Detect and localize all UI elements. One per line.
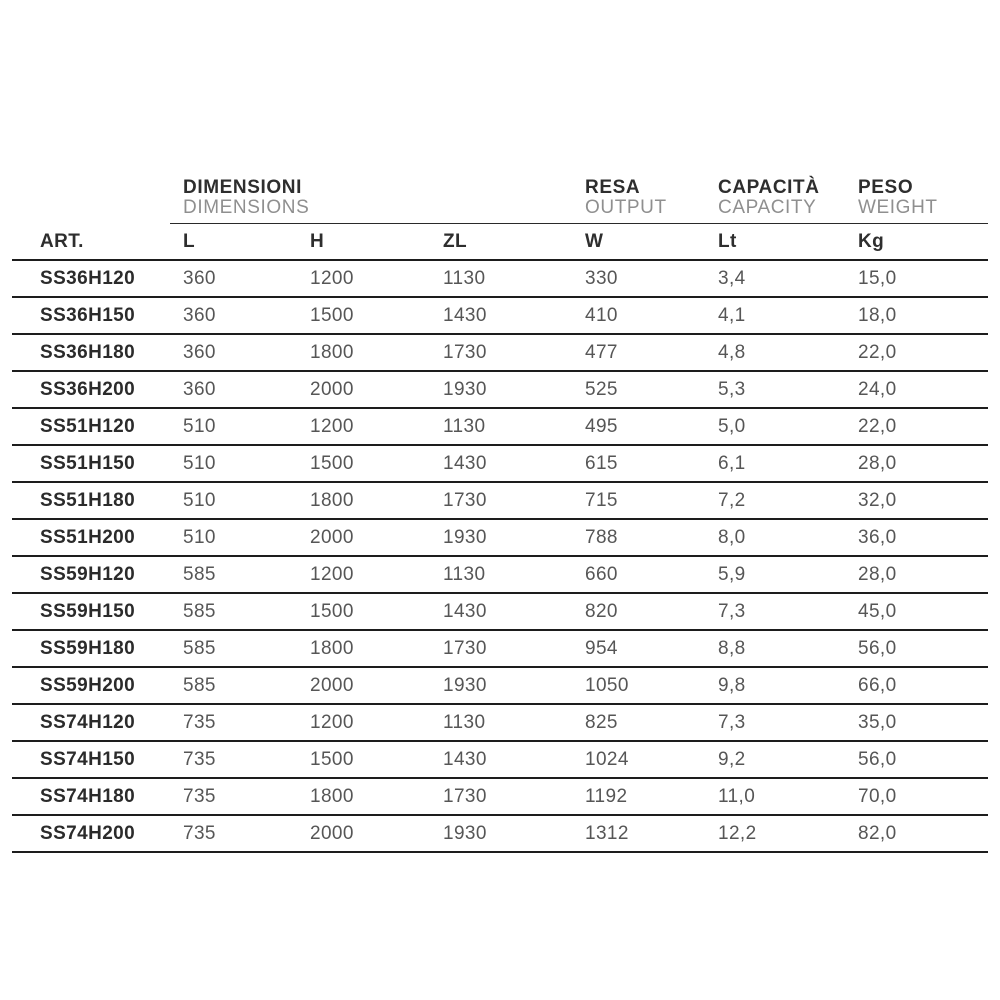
cell-w: 825 [585, 711, 618, 733]
cell-art: SS51H150 [40, 452, 136, 474]
cell-kg: 24,0 [858, 378, 897, 400]
cell-kg: 56,0 [858, 748, 897, 770]
cell-l: 735 [183, 785, 216, 807]
cell-kg: 22,0 [858, 341, 897, 363]
column-group-subtitle: CAPACITY [718, 197, 817, 219]
column-header-kg: Kg [858, 230, 885, 252]
cell-l: 360 [183, 304, 216, 326]
cell-h: 2000 [310, 822, 354, 844]
cell-zl: 1730 [443, 637, 487, 659]
cell-lt: 9,8 [718, 674, 746, 696]
spec-table [12, 172, 988, 853]
cell-kg: 15,0 [858, 267, 897, 289]
cell-kg: 35,0 [858, 711, 897, 733]
cell-art: SS36H120 [40, 267, 136, 289]
cell-art: SS36H150 [40, 304, 136, 326]
cell-kg: 28,0 [858, 452, 897, 474]
cell-kg: 45,0 [858, 600, 897, 622]
cell-w: 1050 [585, 674, 629, 696]
cell-w: 954 [585, 637, 618, 659]
cell-h: 1200 [310, 415, 354, 437]
cell-lt: 5,3 [718, 378, 746, 400]
cell-l: 510 [183, 452, 216, 474]
column-group-spacer [12, 172, 170, 224]
cell-h: 1500 [310, 304, 354, 326]
column-header-row [12, 224, 988, 261]
column-group-title: CAPACITÀ [718, 177, 820, 199]
cell-kg: 22,0 [858, 415, 897, 437]
cell-l: 585 [183, 600, 216, 622]
cell-l: 510 [183, 526, 216, 548]
cell-lt: 7,3 [718, 711, 746, 733]
cell-art: SS74H150 [40, 748, 136, 770]
cell-l: 510 [183, 489, 216, 511]
cell-h: 2000 [310, 674, 354, 696]
cell-lt: 3,4 [718, 267, 746, 289]
cell-zl: 1130 [443, 415, 486, 437]
cell-lt: 12,2 [718, 822, 757, 844]
table-row [12, 483, 988, 520]
column-group-title: RESA [585, 177, 641, 199]
cell-l: 735 [183, 711, 216, 733]
cell-h: 1800 [310, 637, 354, 659]
column-group-subtitle: DIMENSIONS [183, 197, 310, 219]
cell-zl: 1730 [443, 785, 487, 807]
cell-art: SS51H120 [40, 415, 136, 437]
cell-kg: 28,0 [858, 563, 897, 585]
cell-kg: 56,0 [858, 637, 897, 659]
table-row [12, 668, 988, 705]
cell-kg: 18,0 [858, 304, 897, 326]
table-row [12, 372, 988, 409]
cell-art: SS51H200 [40, 526, 136, 548]
column-group-row [12, 172, 988, 224]
cell-zl: 1430 [443, 304, 487, 326]
table-body [12, 261, 988, 853]
cell-l: 360 [183, 378, 216, 400]
column-group-capacity [705, 172, 845, 224]
cell-l: 360 [183, 341, 216, 363]
cell-w: 330 [585, 267, 618, 289]
cell-lt: 8,8 [718, 637, 746, 659]
cell-lt: 4,1 [718, 304, 746, 326]
cell-h: 1500 [310, 748, 354, 770]
cell-h: 2000 [310, 378, 354, 400]
cell-l: 360 [183, 267, 216, 289]
table-row [12, 446, 988, 483]
cell-zl: 1430 [443, 452, 487, 474]
cell-w: 525 [585, 378, 618, 400]
table-row [12, 779, 988, 816]
cell-lt: 4,8 [718, 341, 746, 363]
cell-zl: 1130 [443, 267, 486, 289]
cell-art: SS74H180 [40, 785, 136, 807]
cell-lt: 5,0 [718, 415, 746, 437]
cell-zl: 1930 [443, 674, 487, 696]
cell-h: 1500 [310, 452, 354, 474]
table-row [12, 298, 988, 335]
table-row [12, 409, 988, 446]
column-header-lt: Lt [718, 230, 737, 252]
cell-w: 660 [585, 563, 618, 585]
column-header-w: W [585, 230, 604, 252]
table-row [12, 742, 988, 779]
table-row [12, 261, 988, 298]
column-group-title: DIMENSIONI [183, 177, 302, 199]
cell-kg: 32,0 [858, 489, 897, 511]
cell-zl: 1130 [443, 563, 486, 585]
column-header-zl: ZL [443, 230, 468, 252]
table-row [12, 816, 988, 853]
column-group-dimensions [170, 172, 572, 224]
table-row [12, 594, 988, 631]
cell-h: 1200 [310, 267, 354, 289]
cell-lt: 7,3 [718, 600, 746, 622]
cell-h: 1800 [310, 489, 354, 511]
cell-l: 585 [183, 637, 216, 659]
cell-art: SS59H120 [40, 563, 136, 585]
cell-lt: 5,9 [718, 563, 746, 585]
cell-w: 410 [585, 304, 618, 326]
table-row [12, 520, 988, 557]
cell-w: 820 [585, 600, 618, 622]
cell-w: 495 [585, 415, 618, 437]
cell-lt: 8,0 [718, 526, 746, 548]
column-group-subtitle: OUTPUT [585, 197, 667, 219]
column-header-h: H [310, 230, 325, 252]
cell-art: SS36H180 [40, 341, 136, 363]
cell-art: SS59H200 [40, 674, 136, 696]
cell-h: 1800 [310, 785, 354, 807]
cell-art: SS74H200 [40, 822, 136, 844]
cell-zl: 1430 [443, 748, 487, 770]
cell-l: 735 [183, 822, 216, 844]
cell-h: 1800 [310, 341, 354, 363]
cell-art: SS74H120 [40, 711, 136, 733]
cell-lt: 6,1 [718, 452, 746, 474]
cell-zl: 1730 [443, 341, 487, 363]
cell-kg: 36,0 [858, 526, 897, 548]
cell-l: 510 [183, 415, 216, 437]
cell-l: 585 [183, 563, 216, 585]
cell-zl: 1930 [443, 526, 487, 548]
cell-w: 788 [585, 526, 618, 548]
cell-kg: 82,0 [858, 822, 897, 844]
cell-kg: 66,0 [858, 674, 897, 696]
cell-w: 615 [585, 452, 618, 474]
cell-zl: 1730 [443, 489, 487, 511]
column-group-output [572, 172, 705, 224]
cell-art: SS36H200 [40, 378, 136, 400]
cell-art: SS51H180 [40, 489, 136, 511]
cell-w: 477 [585, 341, 618, 363]
cell-w: 1312 [585, 822, 629, 844]
cell-w: 1024 [585, 748, 629, 770]
cell-lt: 9,2 [718, 748, 746, 770]
table-row [12, 705, 988, 742]
cell-h: 2000 [310, 526, 354, 548]
cell-w: 715 [585, 489, 618, 511]
table-row [12, 557, 988, 594]
cell-l: 585 [183, 674, 216, 696]
table-row [12, 335, 988, 372]
table-row [12, 631, 988, 668]
cell-w: 1192 [585, 785, 628, 807]
column-header-l: L [183, 230, 196, 252]
cell-h: 1200 [310, 711, 354, 733]
cell-lt: 11,0 [718, 785, 756, 807]
cell-h: 1200 [310, 563, 354, 585]
cell-lt: 7,2 [718, 489, 746, 511]
cell-zl: 1130 [443, 711, 486, 733]
column-header-art: ART. [40, 230, 84, 252]
column-group-weight [845, 172, 988, 224]
cell-art: SS59H150 [40, 600, 136, 622]
cell-zl: 1930 [443, 822, 487, 844]
cell-h: 1500 [310, 600, 354, 622]
cell-zl: 1430 [443, 600, 487, 622]
cell-kg: 70,0 [858, 785, 897, 807]
cell-l: 735 [183, 748, 216, 770]
column-group-title: PESO [858, 177, 914, 199]
column-group-subtitle: WEIGHT [858, 197, 938, 219]
cell-zl: 1930 [443, 378, 487, 400]
cell-art: SS59H180 [40, 637, 136, 659]
